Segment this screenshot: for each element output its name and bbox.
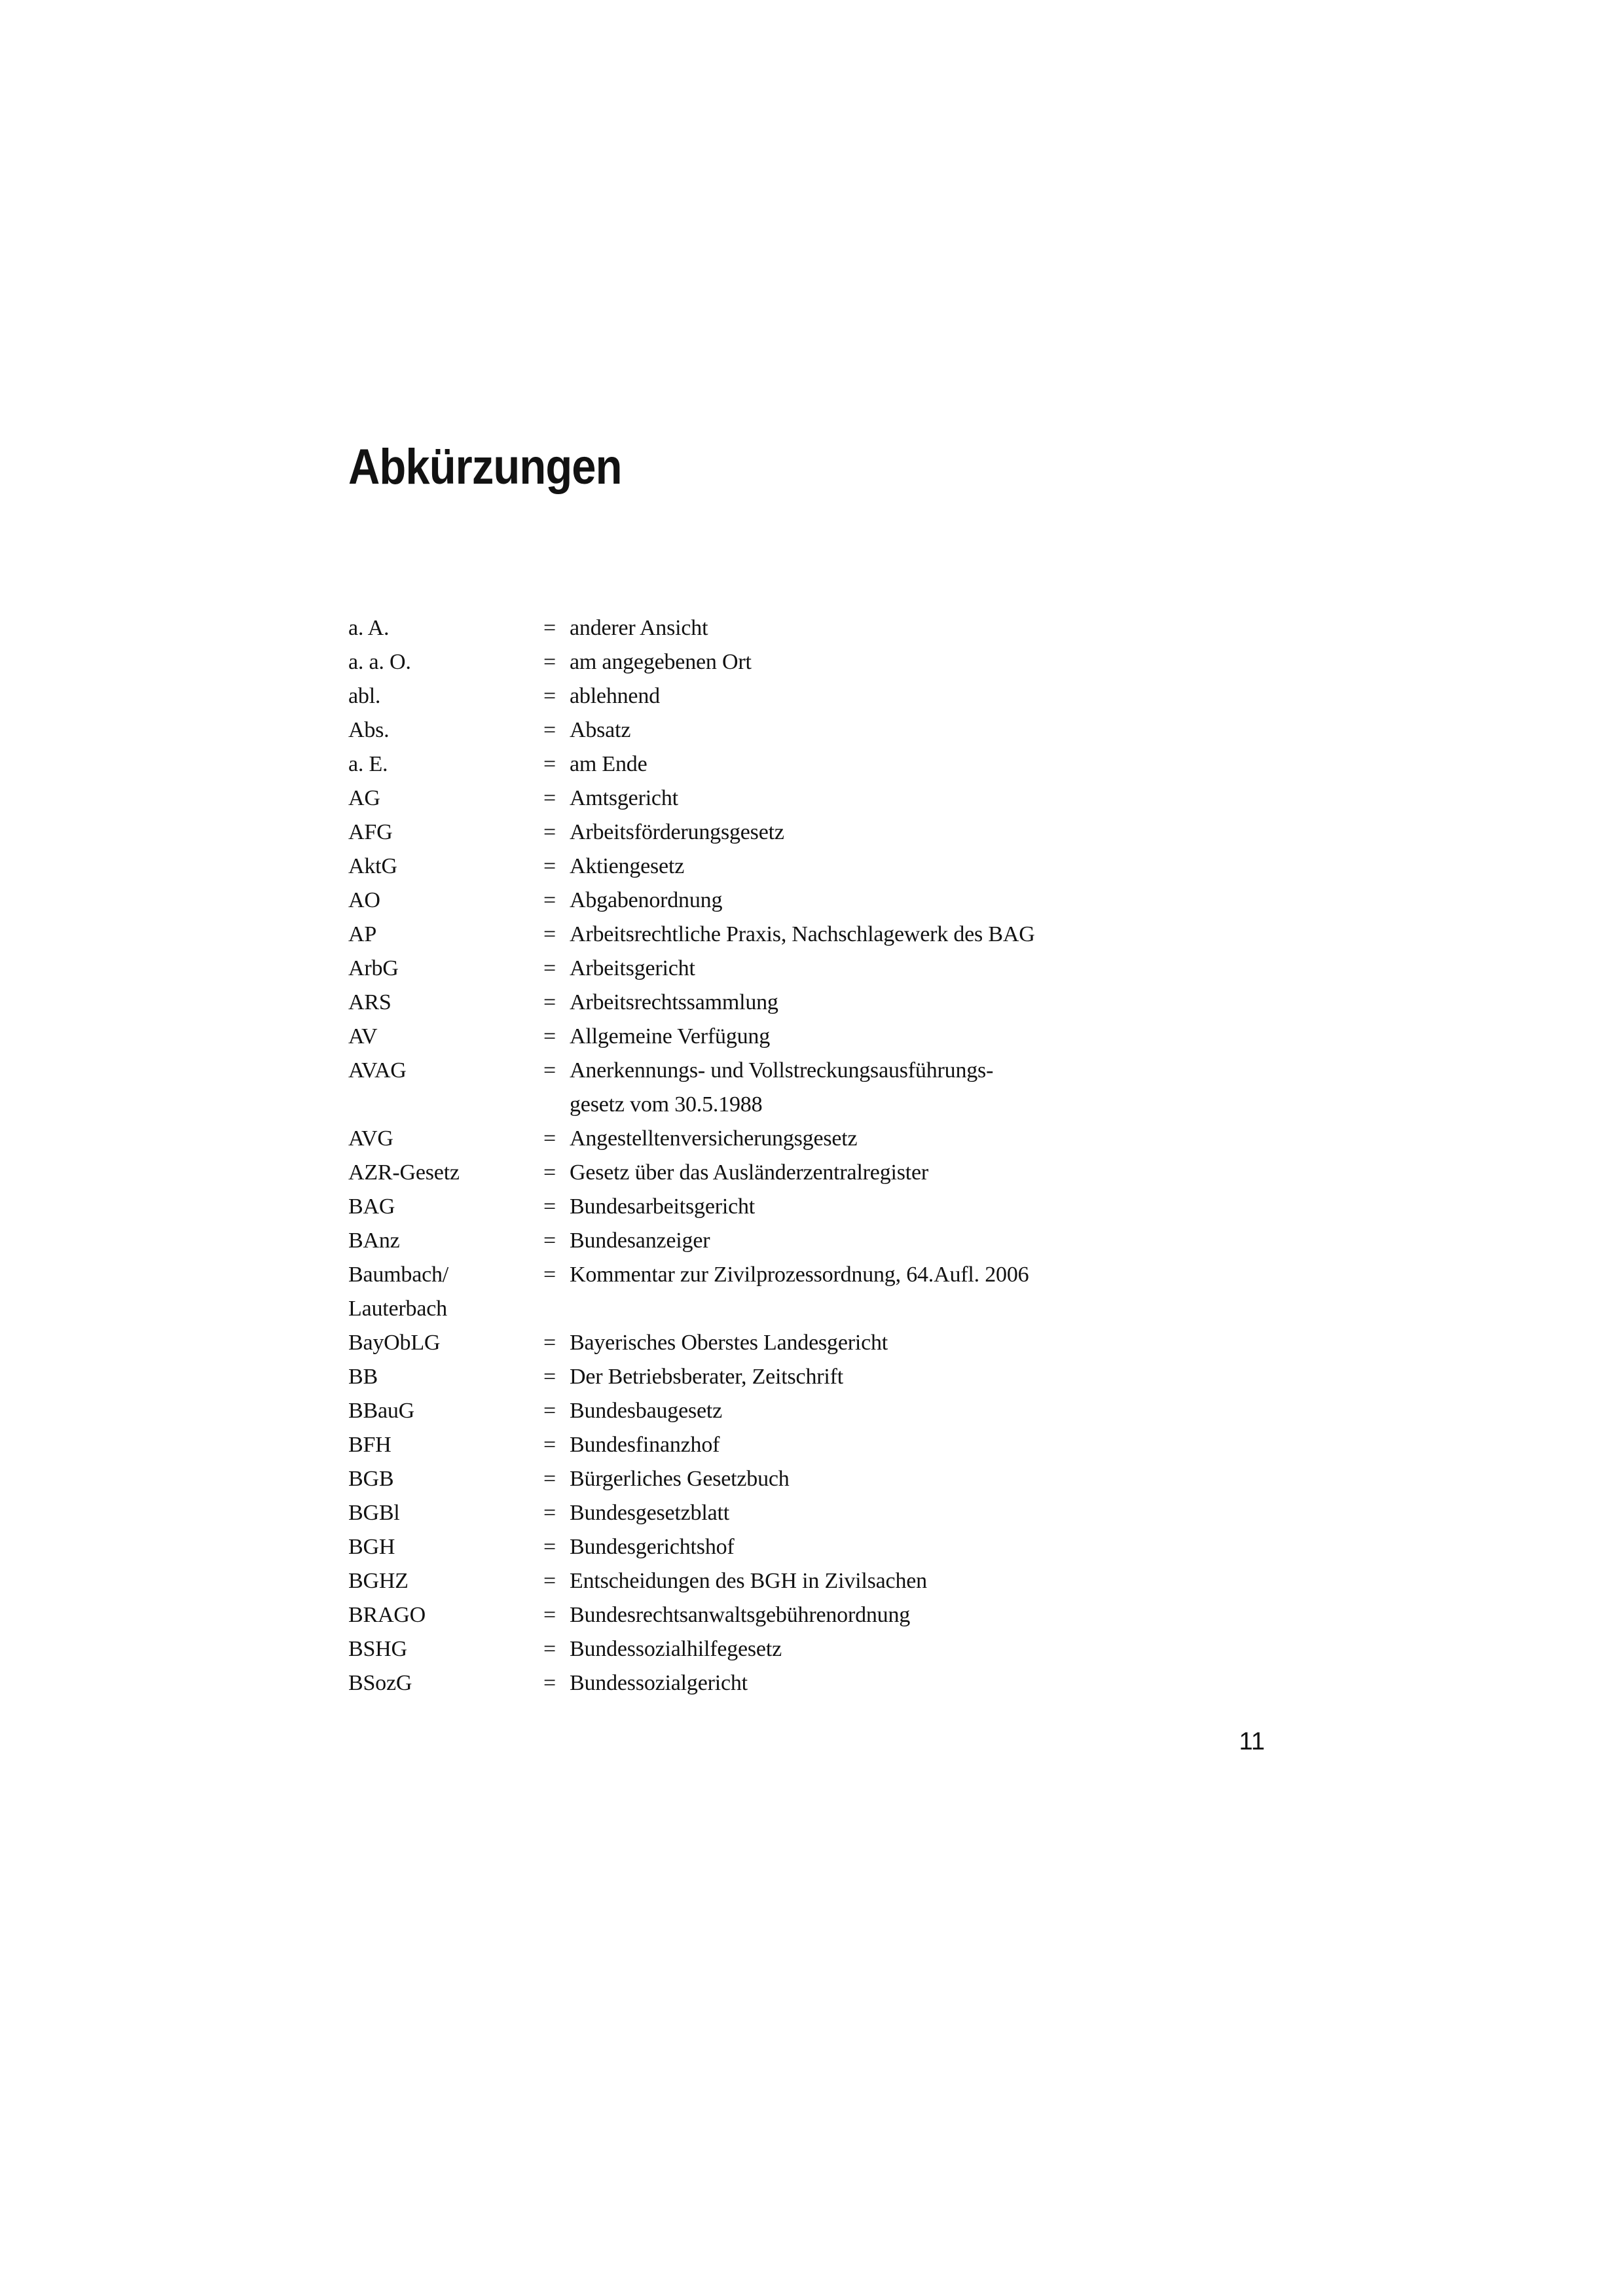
abbreviation-list bbox=[348, 611, 1035, 1700]
abbreviation-row bbox=[348, 747, 1035, 781]
definition-cell: Angestelltenversicherungsgesetz bbox=[570, 1126, 858, 1151]
definition-cell: Allgemeine Verfügung bbox=[570, 1024, 771, 1049]
abbreviation-row bbox=[348, 611, 1035, 645]
definition-cell: Der Betriebsberater, Zeitschrift bbox=[570, 1365, 843, 1389]
equals-sign: = bbox=[543, 684, 556, 708]
abbreviation-row bbox=[348, 1292, 1035, 1326]
equals-sign: = bbox=[543, 922, 556, 946]
abbr-cell: BBauG bbox=[348, 1399, 415, 1423]
abbreviation-row bbox=[348, 952, 1035, 986]
abbreviation-row bbox=[348, 645, 1035, 679]
abbr-cell: ARS bbox=[348, 990, 392, 1014]
abbreviation-row bbox=[348, 1632, 1035, 1666]
abbr-cell: BGHZ bbox=[348, 1569, 409, 1593]
abbr-cell: AV bbox=[348, 1024, 378, 1049]
abbreviation-row bbox=[348, 1598, 1035, 1632]
abbreviation-row bbox=[348, 1326, 1035, 1360]
equals-sign: = bbox=[543, 1229, 556, 1253]
abbr-cell: Baumbach/ bbox=[348, 1263, 449, 1287]
equals-sign: = bbox=[543, 786, 556, 810]
equals-sign: = bbox=[543, 1671, 556, 1695]
abbr-cell: BAnz bbox=[348, 1229, 400, 1253]
equals-sign: = bbox=[543, 1160, 556, 1185]
abbreviation-row bbox=[348, 1666, 1035, 1700]
equals-sign: = bbox=[543, 1433, 556, 1457]
definition-cell: Entscheidungen des BGH in Zivilsachen bbox=[570, 1569, 927, 1593]
abbreviation-row bbox=[348, 1054, 1035, 1088]
equals-sign: = bbox=[543, 650, 556, 674]
page-number: 11 bbox=[1239, 1728, 1265, 1755]
abbr-cell: Abs. bbox=[348, 718, 390, 742]
definition-cell: am Ende bbox=[570, 752, 647, 776]
abbreviation-row bbox=[348, 850, 1035, 884]
abbreviation-row bbox=[348, 781, 1035, 816]
abbr-cell: AVAG bbox=[348, 1058, 407, 1083]
definition-cell: Bundessozialgericht bbox=[570, 1671, 748, 1695]
abbr-cell: a. E. bbox=[348, 752, 388, 776]
definition-cell: Bundessozialhilfegesetz bbox=[570, 1637, 782, 1661]
abbreviation-row bbox=[348, 986, 1035, 1020]
abbr-cell: BGH bbox=[348, 1535, 395, 1559]
equals-sign: = bbox=[543, 1126, 556, 1151]
abbr-cell: AZR-Gesetz bbox=[348, 1160, 460, 1185]
definition-cell: Amtsgericht bbox=[570, 786, 678, 810]
abbr-cell: AVG bbox=[348, 1126, 393, 1151]
definition-cell: anderer Ansicht bbox=[570, 616, 708, 640]
equals-sign: = bbox=[543, 1194, 556, 1219]
abbr-cell: AktG bbox=[348, 854, 397, 878]
abbr-cell: AFG bbox=[348, 820, 393, 844]
definition-cell: Bundesgerichtshof bbox=[570, 1535, 735, 1559]
abbr-cell: AO bbox=[348, 888, 380, 912]
equals-sign: = bbox=[543, 1603, 556, 1627]
definition-cell: ablehnend bbox=[570, 684, 660, 708]
equals-sign: = bbox=[543, 1263, 556, 1287]
abbr-cell: BB bbox=[348, 1365, 378, 1389]
equals-sign: = bbox=[543, 1637, 556, 1661]
equals-sign: = bbox=[543, 1024, 556, 1049]
equals-sign: = bbox=[543, 956, 556, 980]
equals-sign: = bbox=[543, 820, 556, 844]
definition-cell: Bundesanzeiger bbox=[570, 1229, 710, 1253]
equals-sign: = bbox=[543, 1535, 556, 1559]
equals-sign: = bbox=[543, 888, 556, 912]
abbreviation-row bbox=[348, 1088, 1035, 1122]
equals-sign: = bbox=[543, 1501, 556, 1525]
definition-cell: Bundesbaugesetz bbox=[570, 1399, 723, 1423]
abbreviation-row bbox=[348, 1258, 1035, 1292]
equals-sign: = bbox=[543, 718, 556, 742]
definition-cell: Bundesgesetzblatt bbox=[570, 1501, 729, 1525]
abbr-cell: BSozG bbox=[348, 1671, 412, 1695]
definition-cell: Gesetz über das Ausländerzentralregister bbox=[570, 1160, 929, 1185]
definition-cell: Bayerisches Oberstes Landesgericht bbox=[570, 1331, 888, 1355]
definition-cell: Abgabenordnung bbox=[570, 888, 723, 912]
equals-sign: = bbox=[543, 1467, 556, 1491]
abbreviation-row bbox=[348, 816, 1035, 850]
abbreviation-row bbox=[348, 679, 1035, 713]
abbreviation-row bbox=[348, 918, 1035, 952]
abbr-cell: BFH bbox=[348, 1433, 392, 1457]
abbreviation-row bbox=[348, 1394, 1035, 1428]
abbr-cell: AG bbox=[348, 786, 380, 810]
abbreviation-row bbox=[348, 1156, 1035, 1190]
equals-sign: = bbox=[543, 990, 556, 1014]
page-title: Abkürzungen bbox=[348, 439, 622, 495]
abbr-cell: BRAGO bbox=[348, 1603, 426, 1627]
abbreviation-row bbox=[348, 1020, 1035, 1054]
abbr-cell: BGB bbox=[348, 1467, 394, 1491]
definition-cell: Bundesarbeitsgericht bbox=[570, 1194, 756, 1219]
equals-sign: = bbox=[543, 1331, 556, 1355]
definition-cell: Arbeitsförderungsgesetz bbox=[570, 820, 784, 844]
abbreviation-row bbox=[348, 1564, 1035, 1598]
definition-cell: Anerkennungs- und Vollstreckungsausführungs- bbox=[570, 1058, 994, 1083]
abbr-cell: BGBl bbox=[348, 1501, 400, 1525]
abbreviation-row bbox=[348, 1224, 1035, 1258]
abbr-cell: Lauterbach bbox=[348, 1297, 447, 1321]
abbr-cell: a. A. bbox=[348, 616, 390, 640]
equals-sign: = bbox=[543, 1399, 556, 1423]
definition-cell: Kommentar zur Zivilprozessordnung, 64.Aufl. 2006 bbox=[570, 1263, 1029, 1287]
equals-sign: = bbox=[543, 616, 556, 640]
abbr-cell: BSHG bbox=[348, 1637, 407, 1661]
equals-sign: = bbox=[543, 752, 556, 776]
abbreviation-row bbox=[348, 884, 1035, 918]
definition-cell: Bundesfinanzhof bbox=[570, 1433, 720, 1457]
definition-cell: am angegebenen Ort bbox=[570, 650, 752, 674]
definition-cell: Arbeitsrechtliche Praxis, Nachschlagewerk des BAG bbox=[570, 922, 1035, 946]
abbreviation-row bbox=[348, 1496, 1035, 1530]
definition-cell: Absatz bbox=[570, 718, 631, 742]
definition-cell: Arbeitsrechtssammlung bbox=[570, 990, 778, 1014]
abbr-cell: abl. bbox=[348, 684, 381, 708]
abbreviation-row bbox=[348, 1360, 1035, 1394]
definition-cell: gesetz vom 30.5.1988 bbox=[570, 1092, 763, 1117]
abbr-cell: ArbG bbox=[348, 956, 399, 980]
abbreviation-row bbox=[348, 1122, 1035, 1156]
abbr-cell: AP bbox=[348, 922, 377, 946]
abbr-cell: BayObLG bbox=[348, 1331, 441, 1355]
definition-cell: Bundesrechtsanwaltsgebührenordnung bbox=[570, 1603, 911, 1627]
abbreviation-row bbox=[348, 1462, 1035, 1496]
abbreviation-row bbox=[348, 1428, 1035, 1462]
equals-sign: = bbox=[543, 1569, 556, 1593]
definition-cell: Bürgerliches Gesetzbuch bbox=[570, 1467, 790, 1491]
definition-cell: Aktiengesetz bbox=[570, 854, 685, 878]
abbr-cell: BAG bbox=[348, 1194, 395, 1219]
equals-sign: = bbox=[543, 1058, 556, 1083]
equals-sign: = bbox=[543, 1365, 556, 1389]
abbreviation-row bbox=[348, 713, 1035, 747]
equals-sign: = bbox=[543, 854, 556, 878]
abbreviation-row bbox=[348, 1530, 1035, 1564]
definition-cell: Arbeitsgericht bbox=[570, 956, 695, 980]
abbreviation-row bbox=[348, 1190, 1035, 1224]
abbr-cell: a. a. O. bbox=[348, 650, 411, 674]
